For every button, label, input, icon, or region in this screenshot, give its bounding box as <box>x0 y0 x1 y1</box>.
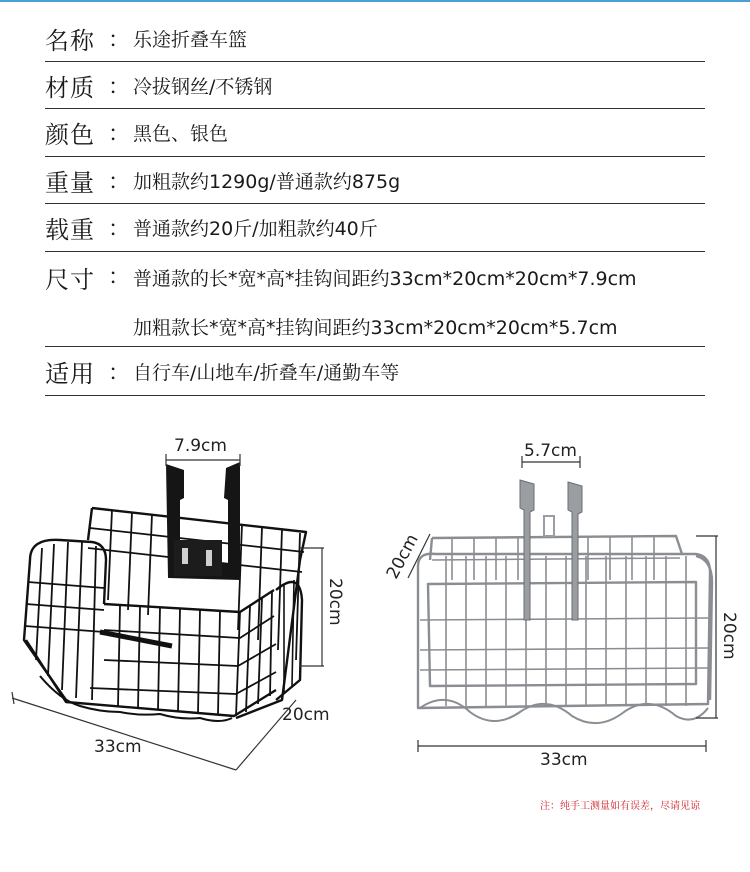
black-height-label: 20cm <box>325 578 345 626</box>
spec-label: 材质 <box>45 73 95 102</box>
silver-height-label: 20cm <box>719 612 739 660</box>
silver-basket-image <box>418 536 712 723</box>
spec-colon: ： <box>107 265 130 290</box>
spec-label: 颜色 <box>45 121 95 149</box>
spec-value: 冷拔钢丝/不锈钢 <box>133 75 273 98</box>
silver-length-label: 33cm <box>540 750 588 770</box>
black-length-label: 33cm <box>94 737 142 757</box>
spec-colon: ： <box>107 169 130 195</box>
spec-value: 黑色、银色 <box>133 123 229 145</box>
spec-label: 载重 <box>45 216 95 244</box>
spec-value: 自行车/山地车/折叠车/通勤车等 <box>133 361 400 384</box>
spec-label: 适用 <box>45 359 95 388</box>
spec-label: 重量 <box>45 168 95 197</box>
spec-value: 乐途折叠车篮 <box>133 29 248 51</box>
silver-hook-gap-label: 5.7cm <box>524 441 577 461</box>
spec-label: 尺寸 <box>45 266 95 294</box>
spec-label: 名称 <box>45 27 95 55</box>
spec-colon: ： <box>107 74 130 100</box>
spec-value: 普通款约20斤/加粗款约40斤 <box>133 218 378 240</box>
measurement-note: 注：纯手工测量如有误差，尽请见谅 <box>540 801 700 812</box>
black-basket-image <box>24 508 306 721</box>
spec-value-thick: 加粗款长*宽*高*挂钩间距约33cm*20cm*20cm*5.7cm <box>133 317 618 339</box>
black-hook-gap-label: 7.9cm <box>174 436 227 456</box>
spec-colon: ： <box>107 217 130 242</box>
silver-width-label: 20cm <box>382 530 423 583</box>
silver-basket-hooks <box>520 480 582 620</box>
black-width-label: 20cm <box>282 705 330 725</box>
spec-value-standard: 普通款的长*宽*高*挂钩间距约33cm*20cm*20cm*7.9cm <box>133 268 637 290</box>
spec-colon: ： <box>107 28 130 53</box>
spec-value: 加粗款约1290g/普通款约875g <box>133 170 401 193</box>
spec-colon: ： <box>107 122 130 147</box>
spec-colon: ： <box>107 360 130 386</box>
